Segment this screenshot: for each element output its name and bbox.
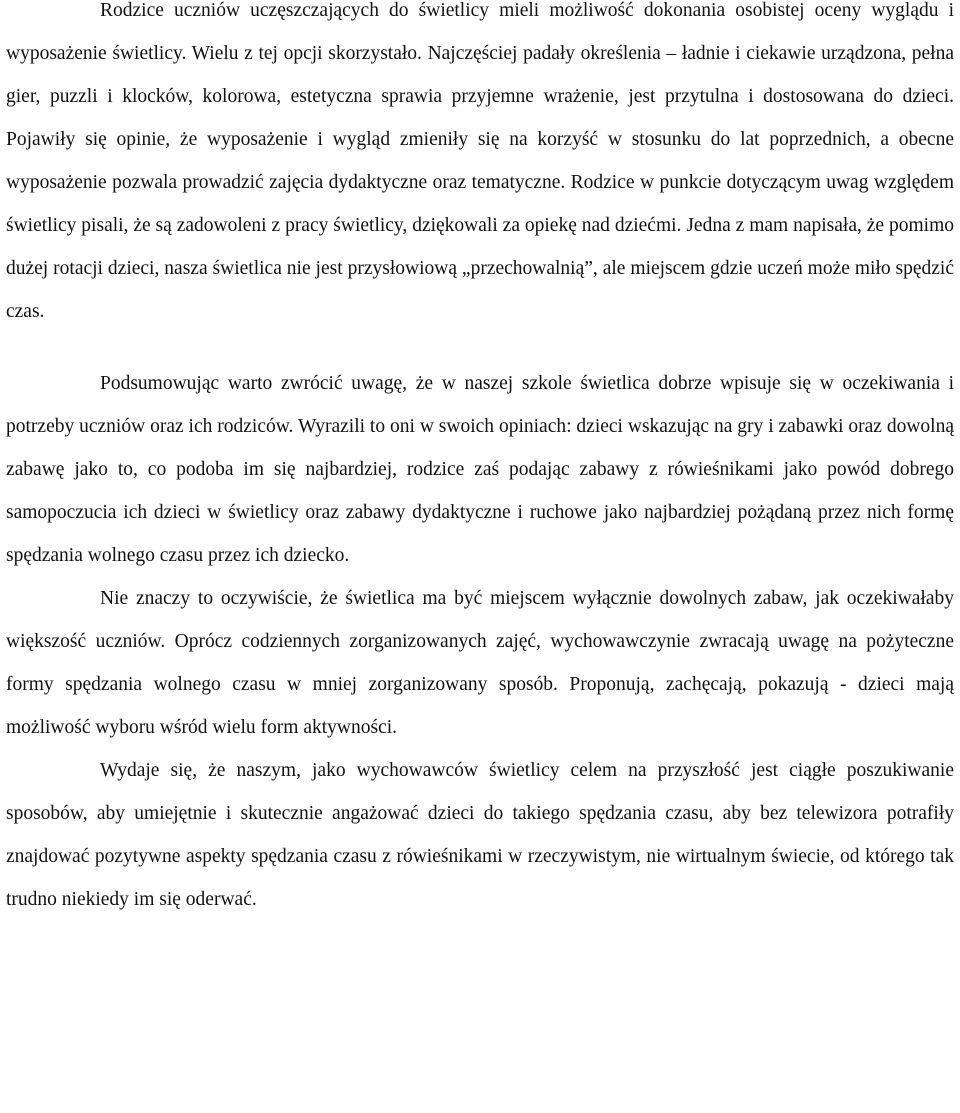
document-page: [6, 0, 954, 921]
paragraph-summary: Podsumowując warto zwrócić uwagę, że w naszej szkole świetlica dobrze wpisuje się w oczekiwania i potrzeby uczniów oraz ich rodziców. Wyrazili to oni w swoich opiniach: dzieci wskazując na gry i zabawki oraz dowolną zabawę jako to, co podoba im się najbardziej, rodzice zaś podając zabawy z rówieśnikami jako powód dobrego samopoczucia ich dzieci w świetlicy oraz zabawy dydaktyczne i ruchowe jako najbardziej pożądaną przez nich formę spędzania wolnego czasu przez ich dziecko.: [6, 373, 954, 566]
paragraph-conclusion: Wydaje się, że naszym, jako wychowawców świetlicy celem na przyszłość jest ciągłe poszukiwanie sposobów, aby umiejętnie i skutecznie angażować dzieci do takiego spędzania czasu, aby bez telewizora potrafiły znajdować pozytywne aspekty spędzania czasu z rówieśnikami w rzeczywistym, nie wirtualnym świecie, od którego tak trudno niekiedy im się oderwać.: [6, 760, 954, 910]
paragraph-parents-opinions: Rodzice uczniów uczęszczających do świetlicy mieli możliwość dokonania osobistej oceny wyglądu i wyposażenie świetlicy. Wielu z tej opcji skorzystało. Najczęściej padały określenia – ładnie i ciekawie urządzona, pełna gier, puzzli i klocków, kolorowa, estetyczna sprawia przyjemne wrażenie, jest przytulna i dostosowana do dzieci. Pojawiły się opinie, że wyposażenie i wygląd zmieniły się na korzyść w stosunku do lat poprzednich, a obecne wyposażenie pozwala prowadzić zajęcia dydaktyczne oraz tematyczne. Rodzice w punkcie dotyczącym uwag względem świetlicy pisali, że są zadowoleni z pracy świetlicy, dziękowali za opiekę nad dziećmi. Jedna z mam napisała, że pomimo dużej rotacji dzieci, nasza świetlica nie jest przysłowiową „przechowalnią”, ale miejscem gdzie uczeń może miło spędzić czas.: [6, 0, 954, 322]
paragraph-spacer: [6, 333, 954, 362]
paragraph-activities: Nie znaczy to oczywiście, że świetlica ma być miejscem wyłącznie dowolnych zabaw, jak oczekiwałaby większość uczniów. Oprócz codziennych zorganizowanych zajęć, wychowawczynie zwracają uwagę na pożyteczne formy spędzania wolnego czasu w mniej zorganizowany sposób. Proponują, zachęcają, pokazują - dzieci mają możliwość wyboru wśród wielu form aktywności.: [6, 588, 954, 738]
